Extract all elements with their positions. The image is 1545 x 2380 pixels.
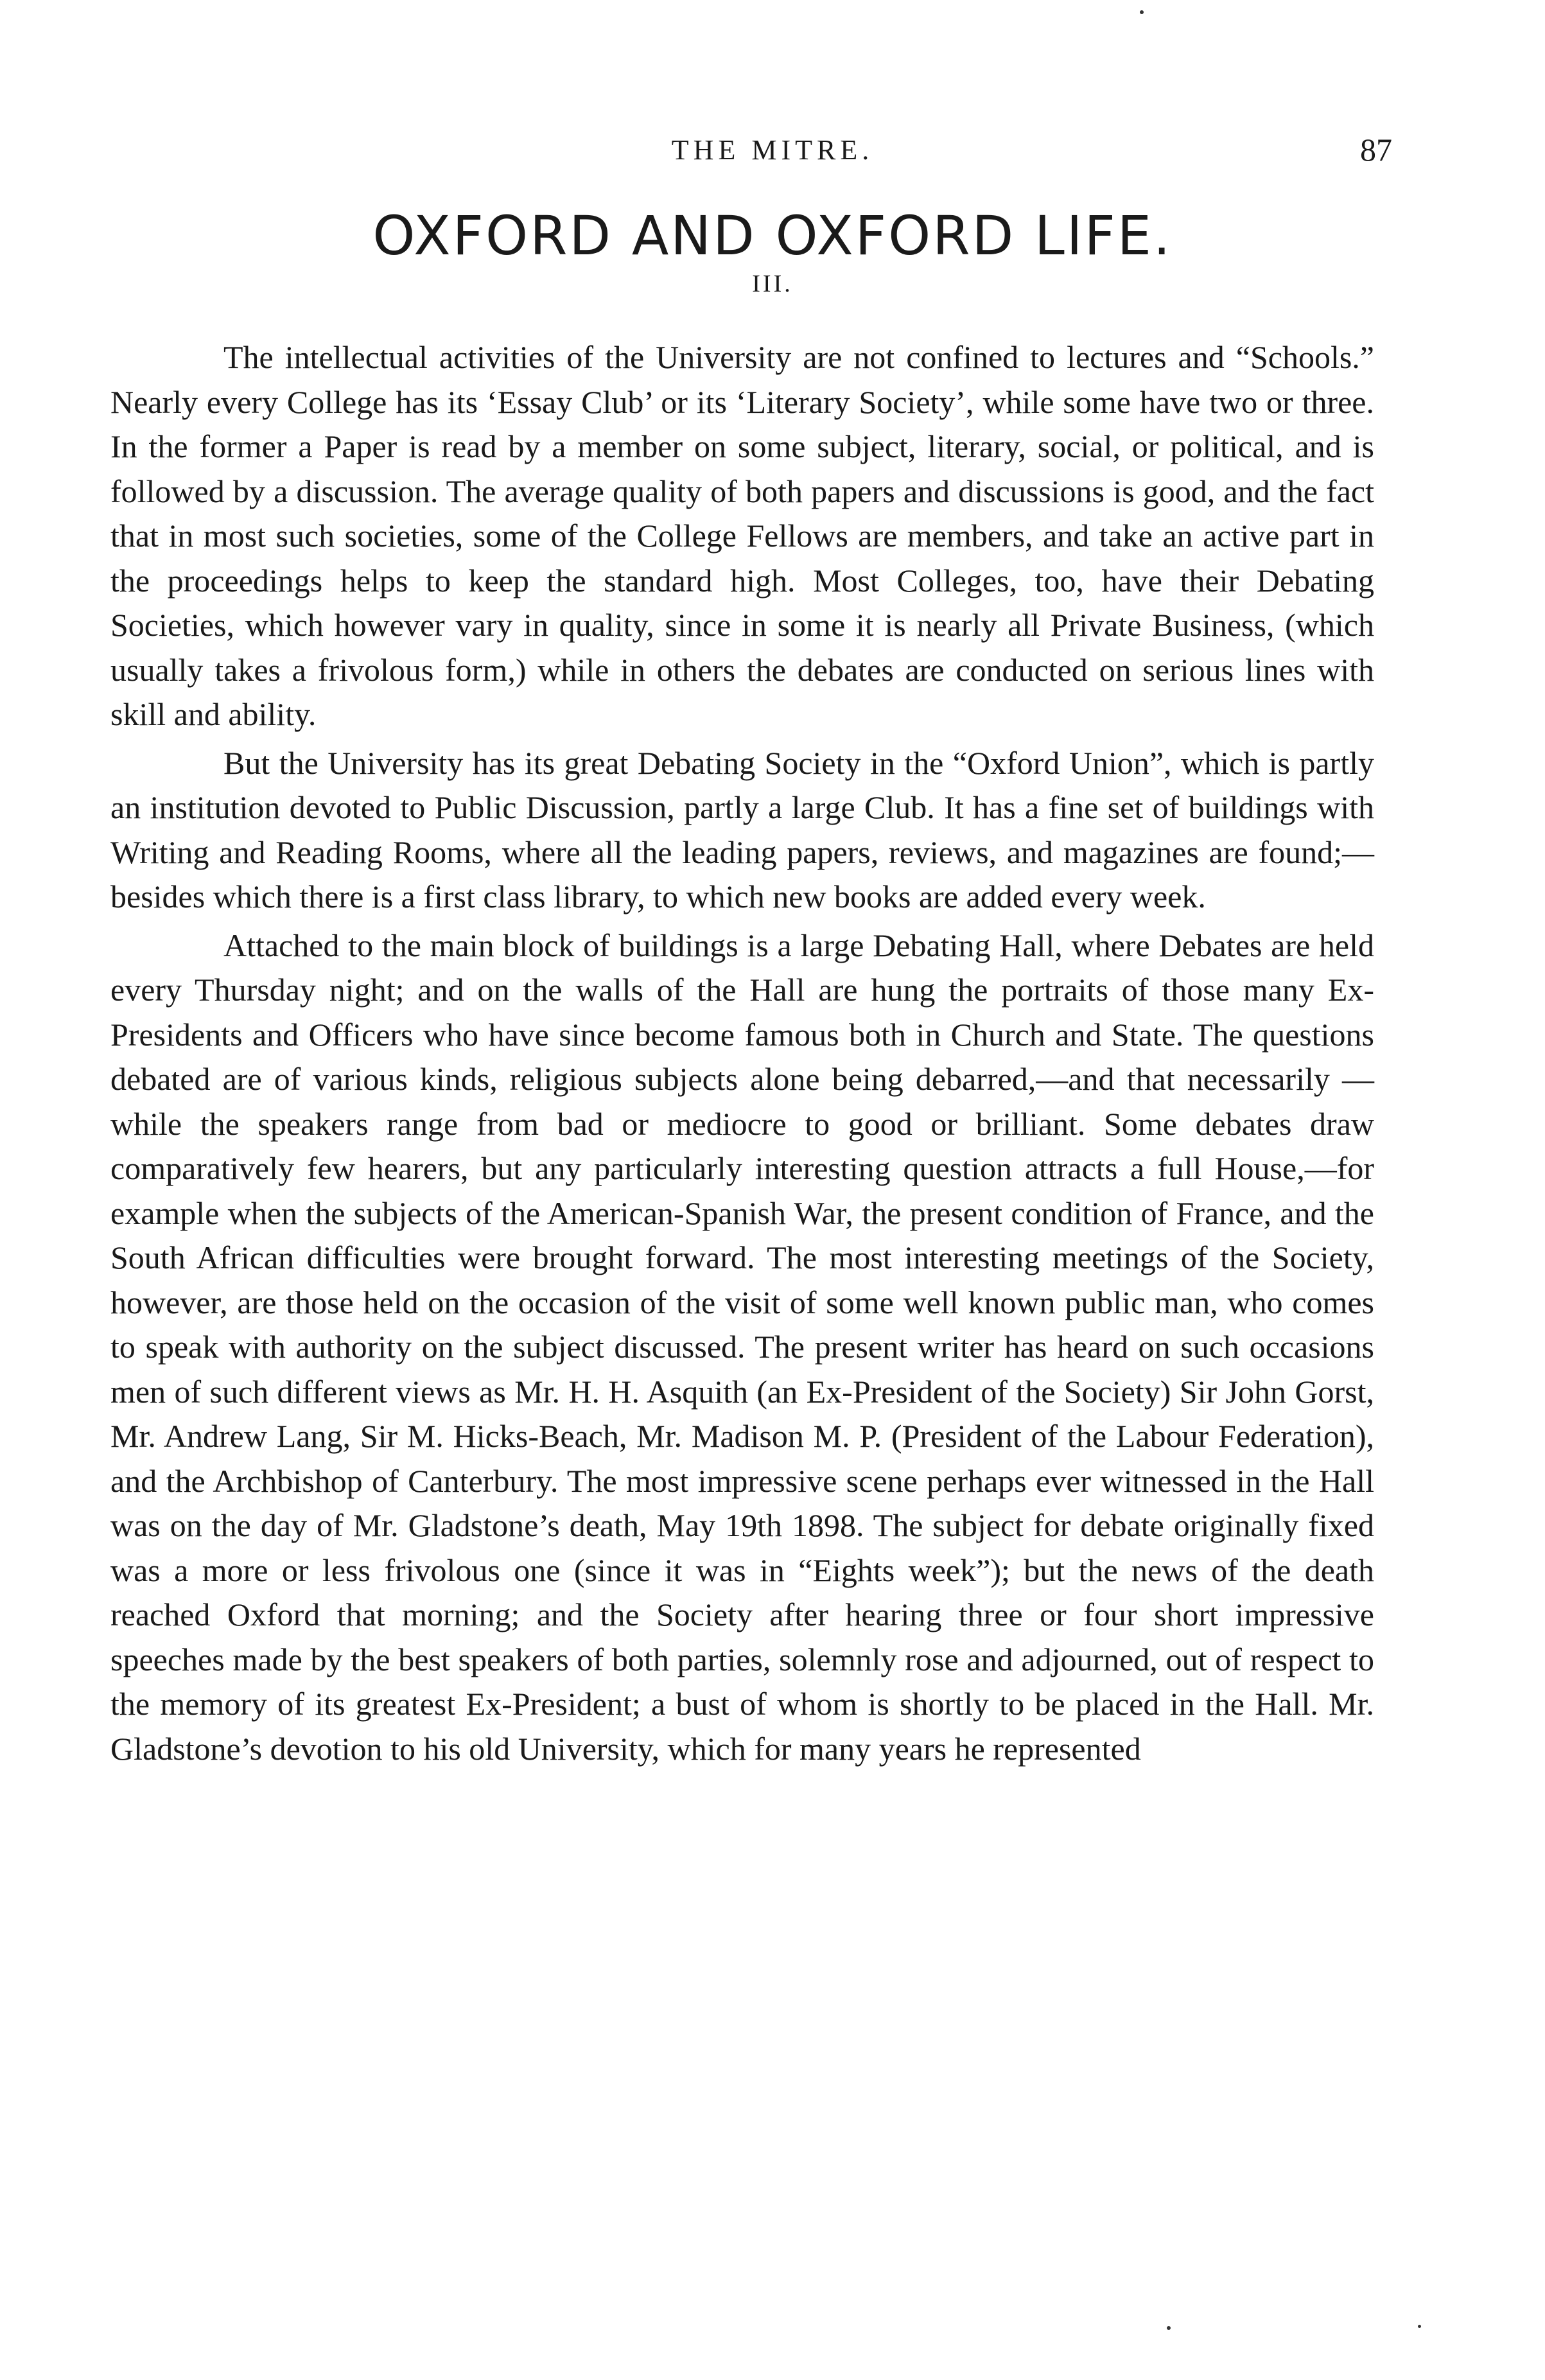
article-title: OXFORD AND OXFORD LIFE. xyxy=(372,204,1173,267)
page-number: 87 xyxy=(1360,132,1392,168)
paragraph-2: But the University has its great Debating Society in the “Oxford Union”, which is partly an institution devoted to Public Discussion, partly a large Club. It has a fine set of buildings with Writing and Reading Rooms, where all the leading papers, reviews, and magazines are found;—besides which there is a first class library, to which new books are added every week. xyxy=(110,744,1374,914)
print-speck xyxy=(1167,2326,1171,2330)
paragraph-1: The intellectual activities of the University are not confined to lectures and “Schools.” Nearly every College has its ‘Essay Club’ or its ‘Literary Society’, while some have two or three. In the former a Paper is read by a member on some subject, literary, social, or political, and is followed by a discussion. The average quality of both papers and discussions is good, and the fact that in most such societies, some of the College Fellows are members, and take an active part in the proceedings helps to keep the standard high. Most Colleges, too, have their Debating Societies, which however vary in quality, since in some it is nearly all Private Business, (which usually takes a frivolous form,) while in others the debates are conducted on serious lines with skill and ability. xyxy=(110,339,1374,732)
print-speck xyxy=(1140,10,1144,14)
paragraph-3: Attached to the main block of buildings is a large Debating Hall, where Debates are held every Thursday night; and on the walls of the Hall are hung the portraits of those many Ex-Presidents and Officers who have since become famous both in Church and State. The questions debated are of various kinds, religious subjects alone being debarred,—and that necessarily —while the speakers range from bad or mediocre to good or brilliant. Some debates draw comparatively few hearers, but any particularly interesting question attracts a full House,—for example when the subjects of the American-Spanish War, the present condition of France, and the South African difficulties were brought forward. The most interesting meetings of the Society, however, are those held on the occasion of the visit of some well known public man, who comes to speak with authority on the subject discussed. The present writer has heard on such occasions men of such different views as Mr. H. H. Asquith (an Ex-President of the Society) Sir John Gorst, Mr. Andrew Lang, Sir M. Hicks-Beach, Mr. Madison M. P. (President of the Labour Federation), and the Archbishop of Canterbury. The most impressive scene perhaps ever witnessed in the Hall was on the day of Mr. Gladstone’s death, May 19th 1898. The subject for debate originally fixed was a more or less frivolous one (since it was in “Eights week”); but the news of the death reached Oxford that morning; and the Society after hearing three or four short impressive speeches made by the best speakers of both parties, solemnly rose and adjourned, out of respect to the memory of its greatest Ex-President; a bust of whom is shortly to be placed in the Hall. Mr. Gladstone’s devotion to his old University, which for many years he represented xyxy=(110,927,1374,1767)
print-speck xyxy=(1418,2325,1421,2328)
part-number: III. xyxy=(752,270,793,297)
running-head: THE MITRE. xyxy=(671,134,874,166)
article-body xyxy=(110,335,1374,1771)
